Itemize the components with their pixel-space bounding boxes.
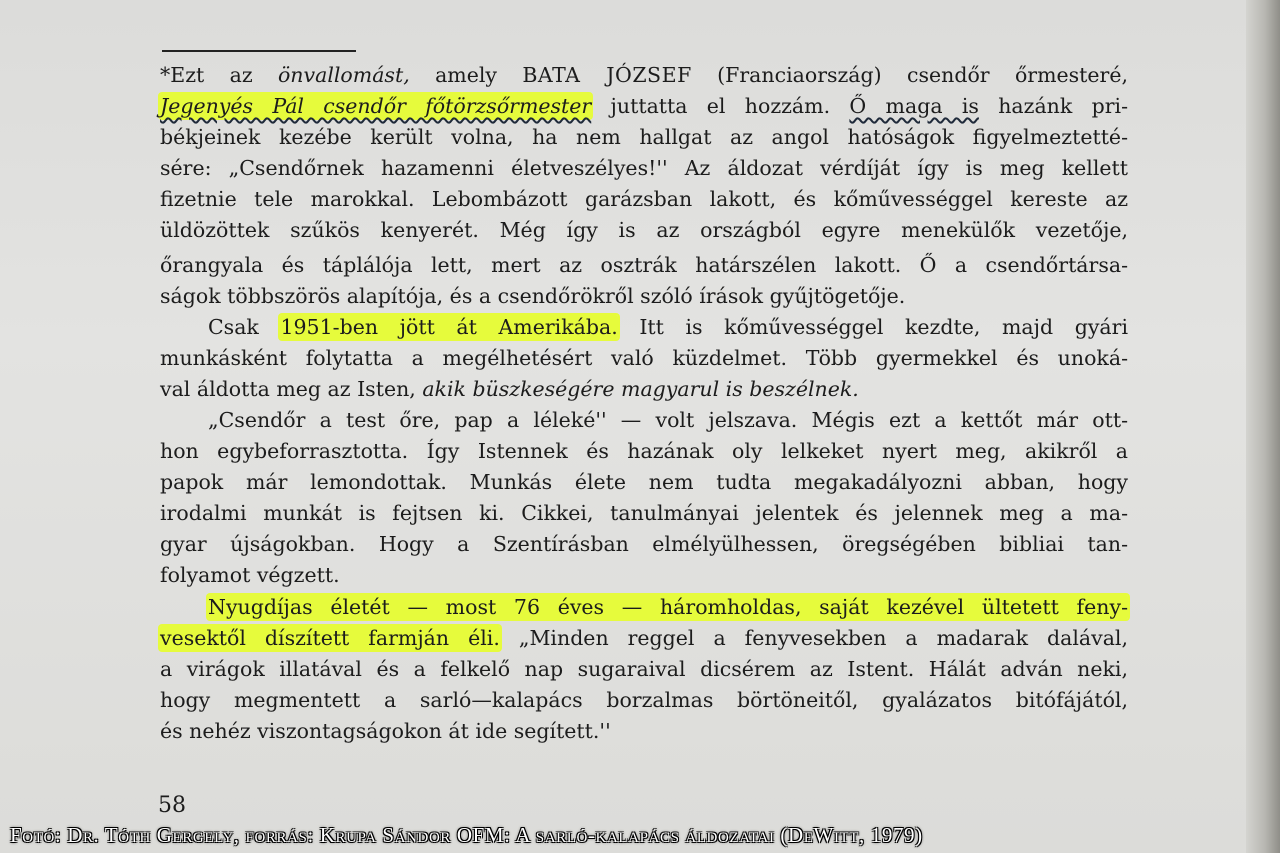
highlighted-text: 1951-ben jött át Amerikába. (280, 315, 618, 339)
text-line: fizetnie tele marokkal. Lebombázott garázsban lakott, és kőművességgel kereste az (160, 187, 1128, 211)
text-line: munkásként folytatta a megélhetésért való küzdelmet. Több gyermekkel és unoká- (160, 346, 1128, 370)
text-line: irodalmi munkát is fejtsen ki. Cikkei, tanulmányai jelentek és jelennek meg a ma- (160, 501, 1128, 525)
text-line: Csak 1951-ben jött át Amerikába. Itt is kőművességgel kezdte, majd gyári (208, 315, 1129, 339)
photo-credit-caption: Fotó: Dr. Tóth Gergely, forrás: Krupa Sándor OFM: A sarló-kalapács áldozatai (DeWitt, 1979) (10, 823, 923, 847)
page-gutter-shadow (1246, 0, 1280, 853)
text-line: és nehéz viszontagságokon át ide segített.'' (160, 719, 611, 743)
text-line: sére: „Csendőrnek hazamenni életveszélyes!'' Az áldozat vérdíját így is meg kellett (160, 156, 1128, 180)
highlighted-text: vesektől díszített farmján éli. (160, 626, 500, 650)
text-line: *Ezt az önvallomást, amely BATA JÓZSEF (Franciaország) csendőr őrmesteré, (160, 63, 1128, 87)
text-line: a virágok illatával és a felkelő nap sugaraival dicsérem az Istent. Hálát adván neki, (160, 657, 1128, 681)
text-line: ságok többszörös alapítója, és a csendőrökről szóló írások gyűjtögetője. (160, 284, 906, 308)
text-line: gyar újságokban. Hogy a Szentírásban elmélyülhessen, öregségében bibliai tan- (160, 532, 1128, 556)
text-line: vesektől díszített farmján éli. „Minden reggel a fenyvesekben a madarak dalával, (160, 626, 1128, 650)
text-line: folyamot végzett. (160, 563, 340, 587)
highlighted-text: Nyugdíjas életét — most 76 éves — háromholdas, saját kezével ültetett feny- (208, 595, 1128, 619)
text-line: hon egybeforrasztotta. Így Istennek és hazának oly lelkeket nyert meg, akikről a (160, 439, 1128, 463)
text-line: val áldotta meg az Isten, akik büszkeségére magyarul is beszélnek. (160, 377, 859, 401)
text-line (160, 592, 1128, 622)
text-line: papok már lemondottak. Munkás élete nem tudta megakadályozni abban, hogy (160, 470, 1128, 494)
underlined-text: Ő maga is (849, 94, 979, 118)
footnote-rule (162, 50, 356, 52)
text-line: Jegenyés Pál csendőr főtörzsőrmester juttatta el hozzám. Ő maga is hazánk pri- (160, 94, 1129, 118)
text-line: őrangyala és táplálója lett, mert az osztrák határszélen lakott. Ő a csendőrtársa- (160, 253, 1128, 277)
text-line: hogy megmentett a sarló—kalapács borzalmas börtöneitől, gyalázatos bitófájától, (160, 688, 1128, 712)
text-line: békjeinek kezébe került volna, ha nem hallgat az angol hatóságok figyelmeztetté- (160, 125, 1128, 149)
page-number: 58 (158, 793, 186, 818)
text-line: üldözöttek szűkös kenyerét. Még így is az országból egyre menekülők vezetője, (160, 218, 1128, 242)
highlighted-text: Jegenyés Pál csendőr főtörzsőrmester (160, 94, 592, 118)
text-line: „Csendőr a test őre, pap a léleké'' — volt jelszava. Mégis ezt a kettőt már ott- (208, 408, 1128, 432)
